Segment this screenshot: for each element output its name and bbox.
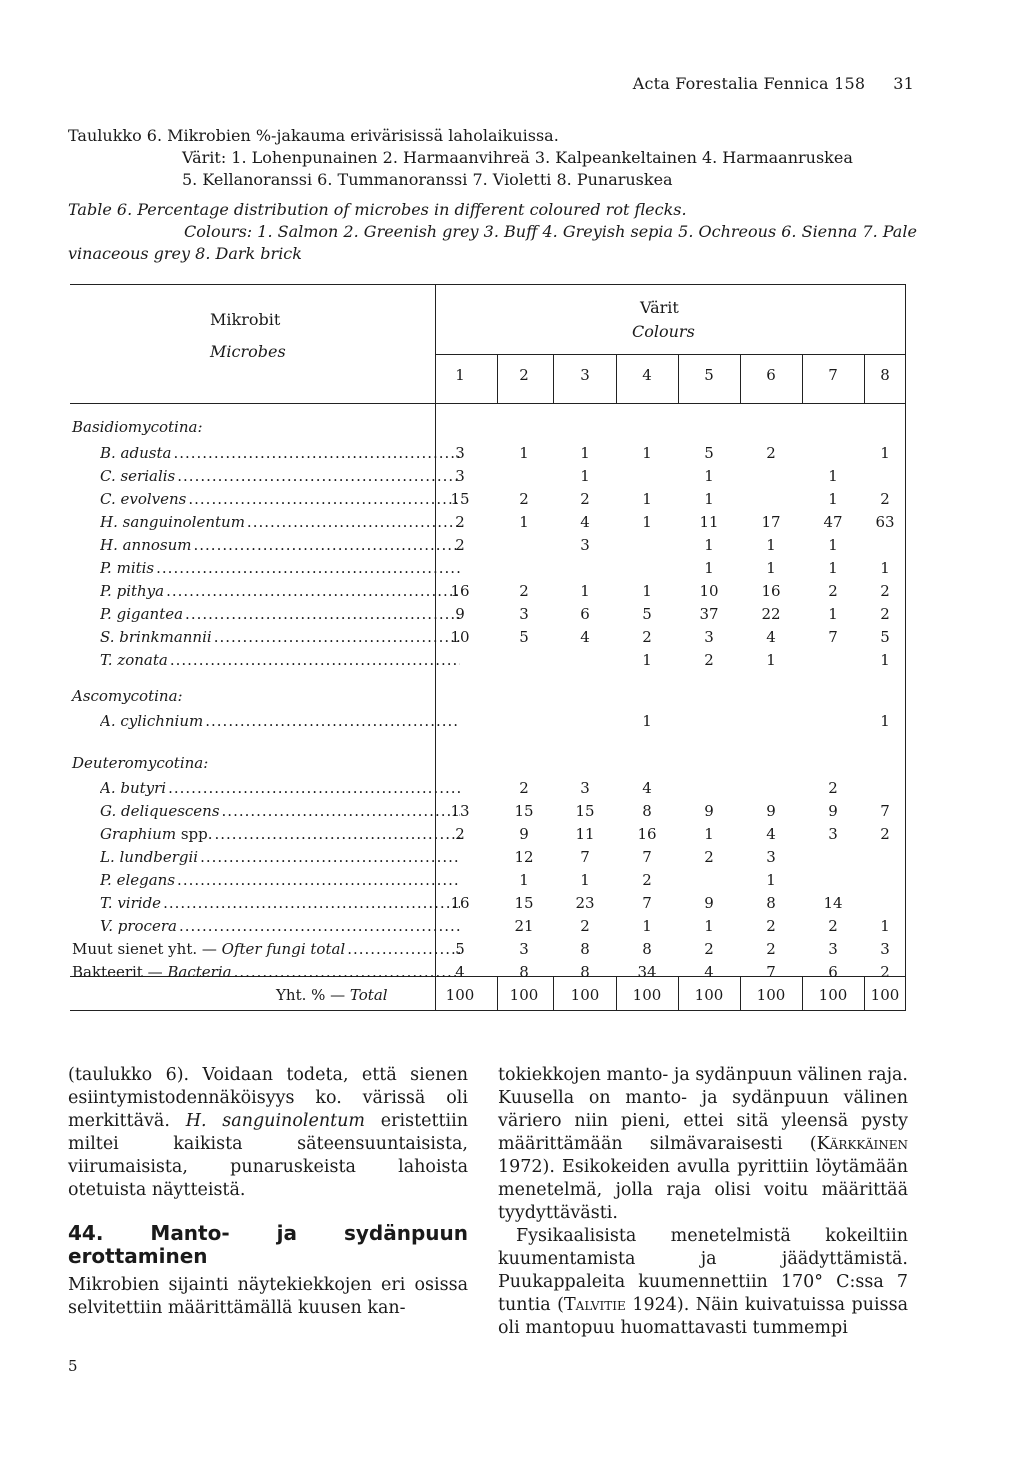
species-label: [100, 651, 460, 669]
table-cell-value: 9: [828, 802, 838, 820]
section-heading: 44. Manto- ja sydänpuun erottaminen: [68, 1221, 468, 1268]
table-cell-value: 1: [642, 917, 652, 935]
table-cell-value: 2: [766, 444, 776, 462]
table-cell-value: 4: [580, 513, 590, 531]
table-cell-value: 4: [455, 963, 465, 981]
species-name: C. evolvens: [100, 490, 187, 508]
leader-dots: [163, 894, 460, 912]
table-cell-value: 1: [766, 871, 776, 889]
leader-dots: [200, 848, 460, 866]
body-left-column: [68, 1064, 468, 1320]
table-cell-value: 1: [766, 536, 776, 554]
page-number-bottom: 5: [68, 1357, 78, 1375]
table-cell-value: 1: [880, 444, 890, 462]
species-label: [72, 963, 460, 981]
leader-dots: [173, 444, 460, 462]
species-label: [100, 802, 460, 820]
leader-dots: [177, 467, 460, 485]
species-name: A. cylichnium: [100, 712, 204, 730]
caption-fi-line3: 5. Kellanoranssi 6. Tummanoranssi 7. Violetti 8. Punaruskea: [182, 170, 673, 189]
species-label: [100, 848, 460, 866]
table-cell-value: 16: [637, 825, 657, 843]
colour-number: 6: [766, 366, 776, 384]
table-cell-value: 1: [642, 490, 652, 508]
leader-dots: [247, 513, 460, 531]
table-cell-value: 2: [455, 536, 465, 554]
species-name: S. brinkmannii: [100, 628, 212, 646]
colour-number: 4: [642, 366, 652, 384]
species-label: [100, 712, 460, 730]
right-paragraph-1: [498, 1064, 908, 1225]
species-label: [100, 825, 460, 843]
microbe-table: [70, 284, 906, 1010]
table-cell-value: 6: [828, 963, 838, 981]
table-cell-value: 11: [575, 825, 595, 843]
caption-fi-line2: Värit: 1. Lohenpunainen 2. Harmaanvihreä 3. Kalpeankeltainen 4. Harmaanruskea: [182, 148, 853, 167]
species-name: V. procera: [100, 917, 177, 935]
table-cell-value: 7: [766, 963, 776, 981]
table-cell-value: 2: [704, 940, 714, 958]
leader-dots: [214, 628, 460, 646]
table-cell-value: 1: [519, 871, 529, 889]
total-label-fi: Yht. % —: [276, 986, 350, 1004]
table-cell-value: 2: [766, 940, 776, 958]
total-column-divider: [678, 976, 679, 1010]
table-bottom-rule: [70, 1010, 906, 1011]
table-cell-value: 47: [823, 513, 843, 531]
table-cell-value: 2: [880, 582, 890, 600]
species-name: T. zonata: [100, 651, 168, 669]
table-cell-value: 2: [455, 825, 465, 843]
right-p2-text-b: 1924). Näin kuivatuissa puissa oli mantopuu huomattavasti tummempi: [498, 1295, 909, 1338]
table-right-rule: [905, 284, 906, 1010]
table-cell-value: 16: [450, 582, 470, 600]
species-name: P. pithya: [100, 582, 165, 600]
species-label: [100, 894, 460, 912]
leader-dots: [179, 917, 460, 935]
table-cell-value: 1: [642, 513, 652, 531]
right-p1-text-a: tokiekkojen manto- ja sydänpuun välinen raja. Kuusella on manto- ja sydänpuun välinen väriero niin pieni, ettei sitä yleensä pysty määrittämään silmävaraisesti (: [498, 1065, 908, 1154]
table-cell-value: 14: [823, 894, 843, 912]
table-cell-value: 1: [704, 917, 714, 935]
species-label: [100, 444, 460, 462]
species-name: A. butyri: [100, 779, 167, 797]
leader-dots: [170, 651, 460, 669]
total-column-divider: [497, 976, 498, 1010]
left-p1-text-b: eristettiin miltei kaikista säteensuuntaisista, viirumaisista, punaruskeista lahoista otetuista näytteistä.: [68, 1111, 468, 1200]
table-cell-value: 8: [519, 963, 529, 981]
table-cell-value: 3: [828, 825, 838, 843]
table-cell-value: 1: [580, 467, 590, 485]
leader-dots: [222, 802, 460, 820]
leader-dots: [234, 963, 460, 981]
table-cell-value: 1: [828, 490, 838, 508]
table-cell-value: 1: [704, 825, 714, 843]
total-column-divider: [553, 976, 554, 1010]
total-value: 100: [818, 986, 848, 1004]
table-cell-value: 5: [519, 628, 529, 646]
table-cell-value: 2: [880, 605, 890, 623]
table-cell-value: 4: [766, 628, 776, 646]
table-cell-value: 1: [642, 712, 652, 730]
total-column-divider: [740, 976, 741, 1010]
species-label: [100, 582, 460, 600]
table-cell-value: 1: [704, 536, 714, 554]
table-cell-value: 21: [514, 917, 534, 935]
total-label: [276, 986, 388, 1004]
table-cell-value: 1: [642, 444, 652, 462]
table-cell-value: 1: [642, 582, 652, 600]
total-value: 100: [694, 986, 724, 1004]
species-name: T. viride: [100, 894, 162, 912]
table-cell-value: 3: [880, 940, 890, 958]
species-name: B. adusta: [100, 444, 172, 462]
table-cell-value: 2: [580, 490, 590, 508]
table-cell-value: 4: [704, 963, 714, 981]
table-cell-value: 2: [519, 582, 529, 600]
table-cell-value: 8: [642, 802, 652, 820]
leader-dots: [215, 825, 461, 843]
leader-dots: [185, 605, 460, 623]
table-cell-value: 3: [828, 940, 838, 958]
species-name: Graphium spp.: [100, 825, 213, 843]
leader-dots: [168, 779, 460, 797]
table-cell-value: 5: [704, 444, 714, 462]
caption-fi-line1: Taulukko 6. Mikrobien %-jakauma erivärisissä laholaikuissa.: [68, 126, 559, 145]
table-cell-value: 1: [828, 536, 838, 554]
table-cell-value: 10: [450, 628, 470, 646]
caption-en-line2: Colours: 1. Salmon 2. Greenish grey 3. Buff 4. Greyish sepia 5. Ochreous 6. Sienna 7. Pale: [184, 222, 917, 241]
table-cell-value: 63: [875, 513, 895, 531]
species-name: H. sanguinolentum: [100, 513, 245, 531]
table-cell-value: 8: [766, 894, 776, 912]
page-number-top: 31: [893, 74, 914, 93]
table-cell-value: 15: [514, 894, 534, 912]
table-cell-value: 3: [519, 940, 529, 958]
left-p1-text-a: (taulukko 6). Voidaan todeta, että sienen esiintymistodennäköisyys ko. värissä oli merkittävä.: [68, 1065, 468, 1131]
leader-dots: [188, 490, 460, 508]
leader-dots: [166, 582, 460, 600]
table-cell-value: 1: [766, 559, 776, 577]
table-cell-value: 4: [766, 825, 776, 843]
species-label: [100, 559, 460, 577]
table-cell-value: 3: [704, 628, 714, 646]
colour-number: 7: [828, 366, 838, 384]
table-cell-value: 22: [761, 605, 781, 623]
running-header: [633, 74, 914, 93]
group-ascomycotina: Ascomycotina:: [72, 687, 183, 705]
species-name: L. lundbergii: [100, 848, 199, 866]
group-deuteromycotina: Deuteromycotina:: [72, 754, 209, 772]
species-label: [100, 917, 460, 935]
species-name: P. gigantea: [100, 605, 184, 623]
species-label: [100, 871, 460, 889]
table-cell-value: 5: [642, 605, 652, 623]
table-cell-value: 15: [514, 802, 534, 820]
species-label: [100, 536, 460, 554]
table-cell-value: 16: [761, 582, 781, 600]
table-cell-value: 2: [519, 779, 529, 797]
table-cell-value: 7: [642, 848, 652, 866]
table-cell-value: 8: [642, 940, 652, 958]
colour-number: 8: [880, 366, 890, 384]
total-value: 100: [509, 986, 539, 1004]
leader-dots: [156, 559, 460, 577]
table-cell-value: 9: [704, 802, 714, 820]
table-cell-value: 9: [519, 825, 529, 843]
header-varit: Värit: [640, 298, 679, 317]
leader-dots: [205, 712, 460, 730]
table-cell-value: 2: [642, 628, 652, 646]
table-cell-value: 13: [450, 802, 470, 820]
table-cell-value: 2: [880, 825, 890, 843]
species-label: [100, 467, 460, 485]
body-right-column: [498, 1064, 908, 1340]
total-value: 100: [632, 986, 662, 1004]
header-microbes: Microbes: [210, 342, 286, 361]
table-cell-value: 2: [880, 490, 890, 508]
species-label: [100, 605, 460, 623]
table-cell-value: 7: [880, 802, 890, 820]
table-cell-value: 5: [880, 628, 890, 646]
table-cell-value: 7: [828, 628, 838, 646]
species-label: [100, 490, 460, 508]
table-cell-value: 2: [704, 651, 714, 669]
total-column-divider: [616, 976, 617, 1010]
species-name: G. deliquescens: [100, 802, 220, 820]
table-cell-value: 4: [642, 779, 652, 797]
group-basidiomycotina: Basidiomycotina:: [72, 418, 203, 436]
right-p2-text-a: Fysikaalisista menetelmistä kokeiltiin kuumentamista ja jäädyttämistä. Puukappaleita kuumennettiin 170° C:ssa 7 tuntia (: [498, 1226, 908, 1315]
total-value: 100: [445, 986, 475, 1004]
species-label: [100, 779, 460, 797]
left-paragraph-2: Mikrobien sijainti näytekiekkojen eri osissa selvitettiin määrittämällä kuusen kan-: [68, 1275, 468, 1318]
table-cell-value: 5: [455, 940, 465, 958]
table-cell-value: 34: [637, 963, 657, 981]
species-label: [100, 513, 460, 531]
colour-number: 3: [580, 366, 590, 384]
table-cell-value: 8: [580, 940, 590, 958]
table-cell-value: 2: [704, 848, 714, 866]
table-cell-value: 12: [514, 848, 534, 866]
table-cell-value: 1: [704, 559, 714, 577]
table-cell-value: 3: [580, 536, 590, 554]
table-cell-value: 1: [519, 444, 529, 462]
table-cell-value: 2: [766, 917, 776, 935]
table-cell-value: 1: [766, 651, 776, 669]
table-cell-value: 1: [828, 559, 838, 577]
table-cell-value: 23: [575, 894, 595, 912]
species-name: Muut sienet yht. — Ofter fungi total: [72, 940, 346, 958]
table-cell-value: 15: [450, 490, 470, 508]
header-colours: Colours: [632, 322, 695, 341]
table-cell-value: 10: [699, 582, 719, 600]
colour-number: 5: [704, 366, 714, 384]
table-cell-value: 2: [642, 871, 652, 889]
table-cell-value: 1: [880, 917, 890, 935]
right-paragraph-2: [498, 1225, 908, 1340]
table-cell-value: 7: [642, 894, 652, 912]
table-cell-value: 2: [519, 490, 529, 508]
total-value: 100: [570, 986, 600, 1004]
table-cell-value: 1: [704, 490, 714, 508]
species-label: [72, 940, 460, 958]
left-p1-species: H. sanguinolentum: [185, 1111, 365, 1131]
left-paragraph-1: [68, 1064, 468, 1202]
total-label-en: Total: [349, 986, 388, 1004]
table-cell-value: 1: [580, 582, 590, 600]
total-value: 100: [870, 986, 900, 1004]
table-cell-value: 15: [575, 802, 595, 820]
total-column-divider: [802, 976, 803, 1010]
table-cell-value: 8: [580, 963, 590, 981]
right-p2-reference: Talvitie: [564, 1295, 626, 1315]
table-cell-value: 9: [766, 802, 776, 820]
table-cell-value: 3: [519, 605, 529, 623]
table-top-rule: [70, 284, 906, 285]
leader-dots: [177, 871, 460, 889]
journal-title: Acta Forestalia Fennica 158: [632, 74, 866, 93]
header-mikrobit: Mikrobit: [210, 310, 281, 329]
colour-number: 1: [455, 366, 465, 384]
table-cell-value: 3: [580, 779, 590, 797]
table-cell-value: 1: [519, 513, 529, 531]
species-name: C. serialis: [100, 467, 176, 485]
table-cell-value: 1: [580, 871, 590, 889]
table-cell-value: 4: [580, 628, 590, 646]
table-cell-value: 3: [766, 848, 776, 866]
species-name: H. annosum: [100, 536, 192, 554]
table-cell-value: 1: [828, 605, 838, 623]
table-cell-value: 1: [880, 559, 890, 577]
species-label: [100, 628, 460, 646]
colour-number: 2: [519, 366, 529, 384]
table-cell-value: 1: [704, 467, 714, 485]
table-cell-value: 3: [455, 467, 465, 485]
table-cell-value: 2: [880, 963, 890, 981]
caption-en-line1: Table 6. Percentage distribution of microbes in different coloured rot flecks.: [68, 200, 687, 219]
table-cell-value: 2: [828, 779, 838, 797]
species-name: P. mitis: [100, 559, 155, 577]
table-cell-value: 2: [828, 582, 838, 600]
right-p1-reference: Kärkkäinen: [816, 1134, 908, 1154]
table-cell-value: 1: [880, 712, 890, 730]
right-p1-text-b: 1972). Esikokeiden avulla pyrittiin löytämään menetelmä, jolla raja olisi voitu määrittää tyydyttävästi.: [498, 1157, 908, 1223]
table-caption: [68, 125, 928, 265]
table-cell-value: 2: [828, 917, 838, 935]
species-name: P. elegans: [100, 871, 176, 889]
table-cell-value: 11: [699, 513, 719, 531]
table-cell-value: 1: [642, 651, 652, 669]
table-cell-value: 6: [580, 605, 590, 623]
colour-header-rule: [435, 354, 906, 355]
table-cell-value: 16: [450, 894, 470, 912]
caption-en-line3: vinaceous grey 8. Dark brick: [68, 244, 302, 263]
table-cell-value: 7: [580, 848, 590, 866]
species-name: Bakteerit — Bacteria: [72, 963, 232, 981]
total-value: 100: [756, 986, 786, 1004]
table-cell-value: 17: [761, 513, 781, 531]
table-cell-value: 1: [880, 651, 890, 669]
table-cell-value: 2: [455, 513, 465, 531]
leader-dots: [194, 536, 461, 554]
table-cell-value: 37: [699, 605, 719, 623]
table-cell-value: 3: [455, 444, 465, 462]
header-bottom-rule: [70, 403, 906, 404]
table-cell-value: 9: [455, 605, 465, 623]
table-cell-value: 2: [580, 917, 590, 935]
table-cell-value: 9: [704, 894, 714, 912]
table-cell-value: 1: [828, 467, 838, 485]
table-cell-value: 1: [580, 444, 590, 462]
